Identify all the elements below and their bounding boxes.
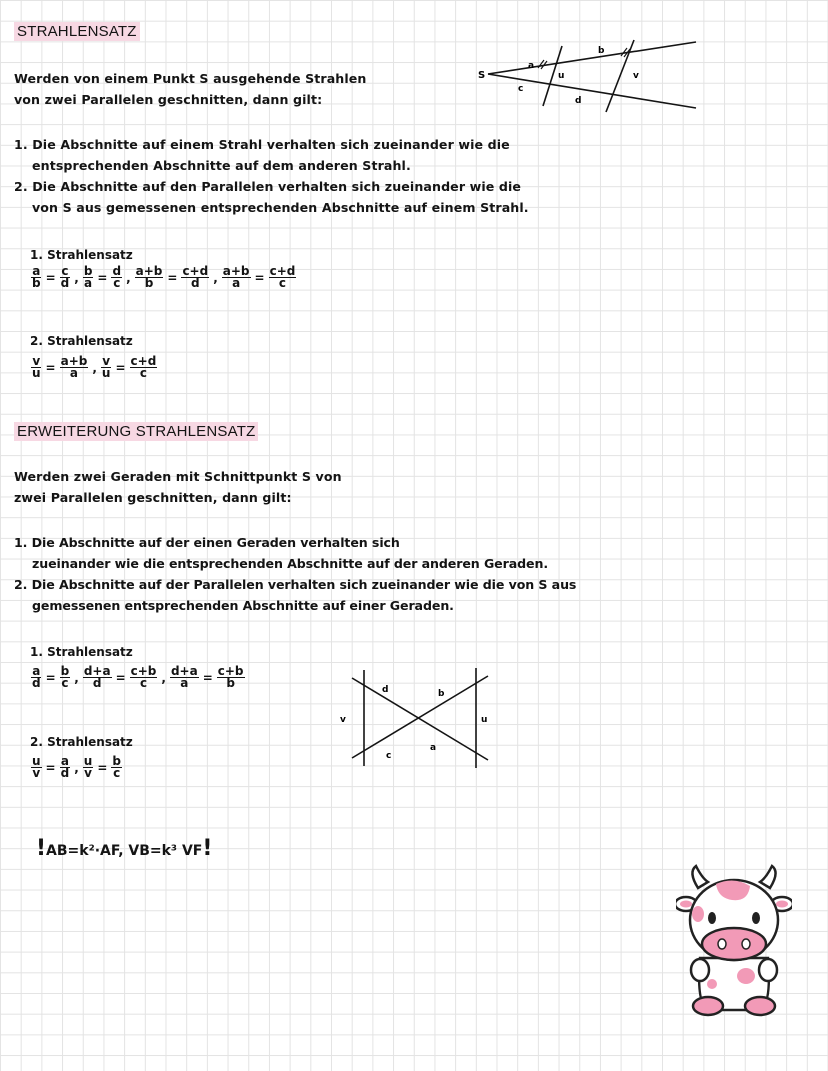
fraction: $\frac{c+b}{b}$ — [217, 664, 244, 690]
section2-points — [14, 532, 576, 616]
fraction: $\frac{u}{v}$ — [32, 754, 41, 780]
section1-points — [14, 134, 529, 218]
fraction: $\frac{a+b}{a}$ — [60, 354, 88, 380]
s1-rule2-title: 2. Strahlensatz — [30, 334, 133, 348]
intro-line: Werden zwei Geraden mit Schnittpunkt S von — [14, 469, 342, 484]
point-line: 1. Die Abschnitte auf einem Strahl verhalten sich zueinander wie die — [14, 137, 510, 152]
label-b: b — [438, 689, 445, 699]
label-d: d — [575, 96, 582, 106]
fraction: $\frac{v}{u}$ — [32, 354, 41, 380]
point-line: gemessenen entsprechenden Abschnitte auf einer Geraden. — [32, 598, 454, 613]
s2-rule1-title: 1. Strahlensatz — [30, 645, 133, 659]
fraction: $\frac{b}{c}$ — [112, 754, 121, 780]
point-line: 2. Die Abschnitte auf den Parallelen verhalten sich zueinander wie die — [14, 179, 522, 194]
s1-rule1-formulas: $\frac{a}{b}$ = $\frac{c}{d}$ , $\frac{b}{a}$ = $\frac{d}{c}$ , $\frac{a+b}{b}$ = $\frac{c+d}{d}$ , $\frac{a+b}{a}$ = $\frac{c+d}{c}$ — [32, 264, 296, 290]
cow-sticker-icon — [676, 858, 792, 1018]
intro-line: von zwei Parallelen geschnitten, dann gilt: — [14, 92, 323, 107]
fraction: $\frac{a}{d}$ — [32, 664, 41, 690]
section1-heading: STRAHLENSATZ — [14, 22, 140, 41]
fraction: $\frac{a}{d}$ — [60, 754, 70, 780]
label-u: u — [481, 715, 488, 725]
fraction: $\frac{c+b}{c}$ — [130, 664, 157, 690]
label-a: a — [528, 61, 535, 71]
fraction: $\frac{c}{d}$ — [60, 264, 70, 290]
intro-line: Werden von einem Punkt S ausgehende Strahlen — [14, 71, 367, 86]
label-c: c — [518, 84, 524, 94]
s2-rule2-formulas: $\frac{u}{v}$ = $\frac{a}{d}$ , $\frac{u}{v}$ = $\frac{b}{c}$ — [32, 754, 121, 780]
strahlensatz-diagram — [478, 36, 700, 116]
label-b: b — [598, 46, 605, 56]
fraction: $\frac{a}{b}$ — [32, 264, 41, 290]
intro-line: zwei Parallelen geschnitten, dann gilt: — [14, 490, 292, 505]
s2-rule2-title: 2. Strahlensatz — [30, 735, 133, 749]
fraction: $\frac{a+b}{a}$ — [222, 264, 250, 290]
section2-intro — [14, 466, 342, 508]
fraction: $\frac{c+d}{c}$ — [130, 354, 157, 380]
fraction: $\frac{b}{c}$ — [60, 664, 70, 690]
s1-rule1-title: 1. Strahlensatz — [30, 248, 133, 262]
point-line: 2. Die Abschnitte auf der Parallelen verhalten sich zueinander wie die von S aus — [14, 577, 577, 592]
label-c: c — [386, 751, 392, 761]
scaling-note: !AB=k²·AF, VB=k³ VF! — [36, 836, 213, 861]
fraction: $\frac{c+d}{c}$ — [269, 264, 296, 290]
point-line: 1. Die Abschnitte auf der einen Geraden verhalten sich — [14, 535, 400, 550]
section2-heading: ERWEITERUNG STRAHLENSATZ — [14, 422, 258, 441]
fraction: $\frac{d+a}{a}$ — [170, 664, 198, 690]
point-line: entsprechenden Abschnitte auf dem anderen Strahl. — [32, 158, 411, 173]
fraction: $\frac{d+a}{d}$ — [83, 664, 111, 690]
erweiterung-diagram — [334, 662, 504, 774]
label-v: v — [633, 71, 639, 81]
fraction: $\frac{v}{u}$ — [101, 354, 111, 380]
label-s: S — [478, 70, 486, 81]
point-line: zueinander wie die entsprechenden Abschnitte auf der anderen Geraden. — [32, 556, 549, 571]
s2-rule1-formulas: $\frac{a}{d}$ = $\frac{b}{c}$ , $\frac{d+a}{d}$ = $\frac{c+b}{c}$ , $\frac{d+a}{a}$ = $\frac{c+b}{b}$ — [32, 664, 244, 690]
fraction: $\frac{d}{c}$ — [112, 264, 122, 290]
fraction: $\frac{u}{v}$ — [83, 754, 93, 780]
label-v: v — [340, 715, 346, 725]
fraction: $\frac{b}{a}$ — [83, 264, 93, 290]
point-line: von S aus gemessenen entsprechenden Abschnitte auf einem Strahl. — [32, 200, 529, 215]
label-a: a — [430, 743, 437, 753]
section1-intro — [14, 68, 367, 110]
label-d: d — [382, 685, 389, 695]
fraction: $\frac{a+b}{b}$ — [135, 264, 163, 290]
label-u: u — [558, 71, 565, 81]
fraction: $\frac{c+d}{d}$ — [182, 264, 209, 290]
s1-rule2-formulas: $\frac{v}{u}$ = $\frac{a+b}{a}$ , $\frac{v}{u}$ = $\frac{c+d}{c}$ — [32, 354, 157, 380]
